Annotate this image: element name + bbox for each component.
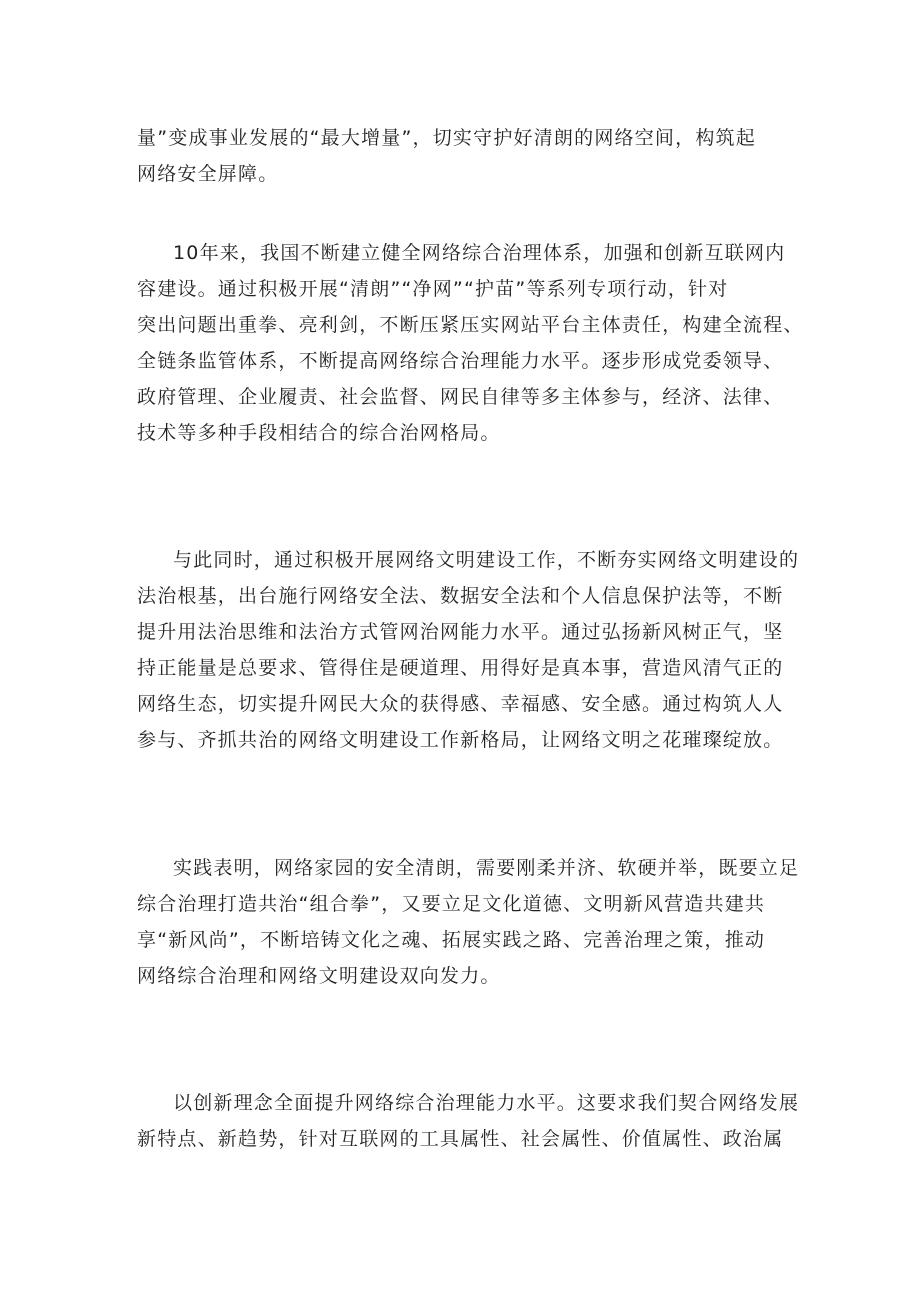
paragraph-3 [137, 542, 800, 758]
text-line: 容建设。通过积极开展“清朗”“净网”“护苗”等系列专项行动，针对 [137, 278, 729, 300]
text-line: 参与、齐抓共治的网络文明建设工作新格局，让网络文明之花璀璨绽放。 [137, 729, 784, 751]
paragraph-1 [137, 120, 797, 192]
text-line: 技术等多种手段相结合的综合治网格局。 [137, 422, 501, 444]
text-line: 与此同时，通过积极开展网络文明建设工作，不断夯实网络文明建设的 [173, 549, 800, 571]
text-line: 政府管理、企业履责、社会监督、网民自律等多主体参与，经济、法律、 [137, 386, 784, 408]
text-line: 突出问题出重拳、亮利剑，不断压紧压实网站平台主体责任，构建全流程、 [137, 314, 804, 336]
text-line: 提升用法治思维和法治方式管网治网能力水平。通过弘扬新风树正气，坚 [137, 621, 784, 643]
paragraph-5 [137, 1085, 800, 1157]
text-line: 全链条监管体系，不断提高网络综合治理能力水平。逐步形成党委领导、 [137, 350, 784, 372]
text-line: 新特点、新趋势，针对互联网的工具属性、社会属性、价值属性、政治属 [137, 1128, 784, 1150]
text-line: 以创新理念全面提升网络综合治理能力水平。这要求我们契合网络发展 [173, 1092, 800, 1114]
text-line: 享“新风尚”，不断培铸文化之魂、拓展实践之路、完善治理之策，推动 [137, 929, 766, 951]
text-line: 综合治理打造共治“组合拳”，又要立足文化道德、文明新风营造共建共 [137, 893, 766, 915]
text-line: 量”变成事业发展的“最大增量”，切实守护好清朗的网络空间，构筑起 [137, 127, 756, 149]
text-line: 10年来，我国不断建立健全网络综合治理体系，加强和创新互联网内 [173, 242, 786, 264]
text-line: 网络安全屏障。 [137, 163, 279, 185]
paragraph-2 [137, 235, 804, 451]
text-line: 网络综合治理和网络文明建设双向发力。 [137, 965, 501, 987]
paragraph-4 [137, 850, 800, 994]
text-line: 法治根基，出台施行网络安全法、数据安全法和个人信息保护法等，不断 [137, 585, 784, 607]
text-line: 持正能量是总要求、管得住是硬道理、用得好是真本事，营造风清气正的 [137, 657, 784, 679]
text-line: 实践表明，网络家园的安全清朗，需要刚柔并济、软硬并举，既要立足 [173, 857, 800, 879]
text-line: 网络生态，切实提升网民大众的获得感、幸福感、安全感。通过构筑人人 [137, 693, 784, 715]
